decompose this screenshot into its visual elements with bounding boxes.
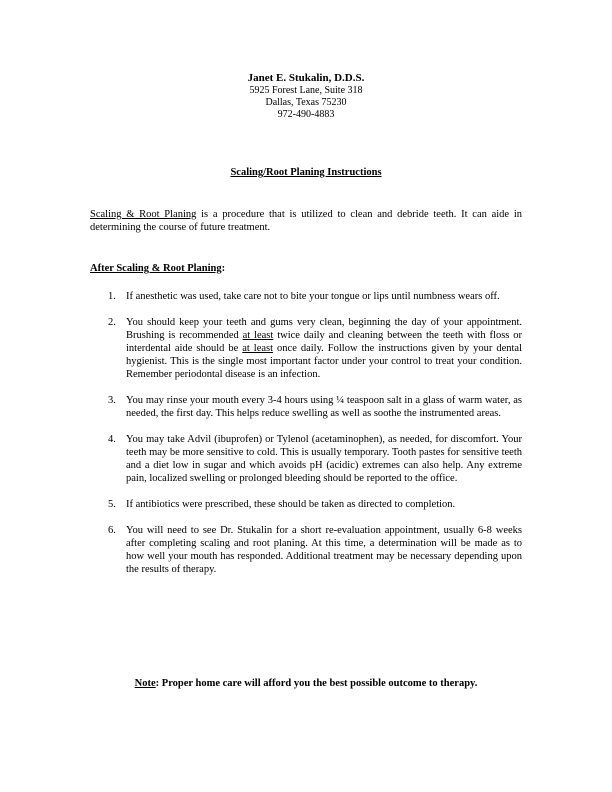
note-text: : Proper home care will afford you the best possible outcome to therapy. — [155, 678, 478, 689]
item-number: 5. — [108, 499, 116, 510]
item-text: You will need to see Dr. Stukalin for a short re-evaluation appointment, usually 6-8 weeks after completing scaling and root planing. At this time, a determination will be made as to how well your mouth has responded. Additional treatment may be necessary depending upon the results of therapy. — [126, 525, 522, 575]
list-item — [90, 290, 522, 303]
address-line-2: Dallas, Texas 75230 — [265, 97, 347, 108]
list-item — [90, 524, 522, 576]
intro-paragraph — [90, 208, 522, 234]
closing-note — [0, 677, 612, 690]
intro-term: Scaling & Root Planing — [90, 209, 197, 220]
item-number: 4. — [108, 434, 116, 445]
document-title: Scaling/Root Planing Instructions — [230, 167, 382, 178]
emphasis-text: at least — [242, 330, 274, 341]
dentist-name: Janet E. Stukalin, D.D.S. — [247, 72, 365, 84]
item-text: If antibiotics were prescribed, these should be taken as directed to completion. — [126, 499, 456, 510]
item-text-part: You should keep your teeth and gums very clean, beginning the day of your appointment. Brushing is recommended — [126, 317, 522, 341]
item-text: If anesthetic was used, take care not to bite your tongue or lips until numbness wears off. — [126, 291, 500, 302]
item-text-part: once daily. Follow the instructions given by your dental hygienist. This is the single most important factor under your control to treat your condition. Remember periodontal disease is an infection. — [126, 343, 522, 380]
instruction-list — [90, 290, 522, 589]
phone-number: 972-490-4883 — [277, 109, 335, 120]
item-text: You may take Advil (ibuprofen) or Tylenol (acetaminophen), as needed, for discomfort. Your teeth may be more sensitive to cold. This is usually temporary. Tooth pastes for sensitive teeth and a diet low in sugar and which avoids pH (acidic) extremes can also help. Any extreme pain, localized swelling or prolonged bleeding should be reported to the office. — [126, 434, 522, 484]
intro-text: is a procedure that is utilized to clean and debride teeth. It can aide in determining the course of future treatment. — [90, 209, 522, 233]
emphasis-text: at least — [242, 343, 274, 354]
section-heading-label: After Scaling & Root Planing — [90, 263, 222, 274]
list-item — [90, 316, 522, 381]
item-text-part: twice daily and cleaning between the teeth with floss or interdental aide should be — [126, 330, 522, 354]
section-heading-colon: : — [221, 263, 226, 274]
list-item — [90, 498, 522, 511]
item-number: 3. — [108, 395, 116, 406]
item-number: 1. — [108, 291, 116, 302]
list-item — [90, 394, 522, 420]
letterhead — [0, 72, 612, 121]
item-number: 2. — [108, 317, 116, 328]
item-text — [126, 317, 522, 380]
item-number: 6. — [108, 525, 116, 536]
item-text: You may rinse your mouth every 3-4 hours using ¼ teaspoon salt in a glass of warm water, as needed, the first day. This helps reduce swelling as well as soothe the instrumented areas. — [126, 395, 522, 419]
address-line-1: 5925 Forest Lane, Suite 318 — [249, 85, 363, 96]
note-label: Note — [134, 678, 156, 689]
section-heading — [90, 262, 225, 275]
list-item — [90, 433, 522, 485]
